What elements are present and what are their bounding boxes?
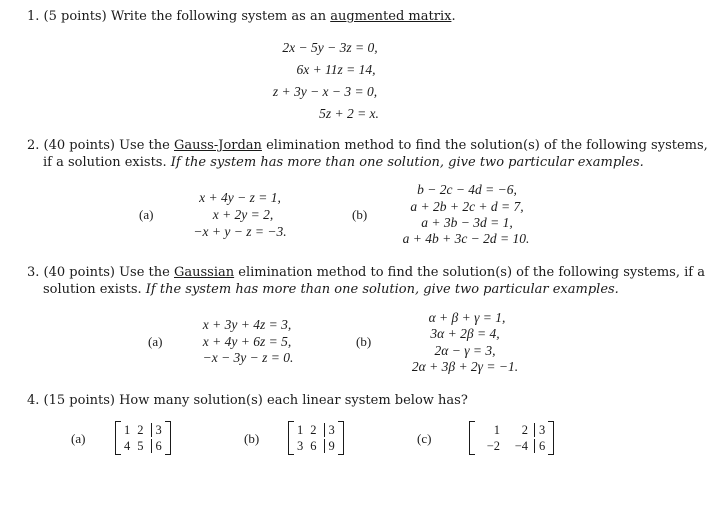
gaussian-link[interactable]: Gaussian	[173, 265, 235, 280]
gauss-jordan-link[interactable]: Gauss-Jordan	[173, 138, 262, 153]
p2b-equation: a + 3b − 3d = 1,	[421, 215, 513, 230]
p3-part-b-label: (b)	[356, 334, 372, 349]
problem-2-instruction: if a solution exists. If the system has more than one solution, give two particular examples.	[43, 155, 644, 170]
p2b-equation: b − 2c − 4d = −6,	[417, 182, 517, 197]
problem-3-statement: 3. (40 points) Use the Gaussian elimination method to find the solution(s) of the following systems, if a	[27, 265, 705, 280]
augmented-matrix-c: 1 2 3 −2 −4 6	[469, 421, 554, 455]
p4-matrix-a-label: (a)	[71, 431, 86, 446]
problem-text: Write the following system as an	[110, 9, 327, 24]
p3-part-a-label: (a)	[148, 334, 163, 349]
p2b-equation: a + 4b + 3c − 2d = 10.	[402, 231, 530, 246]
p3b-equation: 2α + 3β + 2γ = −1.	[411, 359, 519, 374]
p3a-equation: x + 4y + 6z = 5,	[202, 334, 292, 349]
problem-3-instruction: solution exists. If the system has more than one solution, give two particular examples.	[43, 282, 619, 297]
problem-points: (5 points)	[43, 9, 107, 24]
p1-equation: 2x − 5y − 3z = 0,	[282, 40, 378, 55]
augmented-matrix-b: 1 2 3 3 6 9	[288, 421, 344, 455]
p3b-equation: 3α + 2β = 4,	[430, 326, 500, 341]
problem-2-statement: 2. (40 points) Use the Gauss-Jordan elimination method to find the solution(s) of the following systems,	[27, 138, 708, 153]
p2a-equation: x + 2y = 2,	[212, 207, 274, 222]
p2a-equation: x + 4y − z = 1,	[199, 190, 281, 205]
p2b-equation: a + 2b + 2c + d = 7,	[410, 199, 524, 214]
p3b-equation: α + β + γ = 1,	[428, 310, 506, 325]
p2-part-b-label: (b)	[352, 207, 368, 222]
problem-1-statement: 1. (5 points) Write the following system as an augmented matrix.	[27, 9, 456, 24]
p2-part-a-label: (a)	[139, 207, 154, 222]
p3a-equation: x + 3y + 4z = 3,	[202, 317, 292, 332]
p3a-equation: −x − 3y − z = 0.	[202, 350, 294, 365]
augmented-matrix-a: 1 2 3 4 5 6	[115, 421, 171, 455]
augmented-matrix-link[interactable]: augmented matrix	[330, 9, 452, 24]
p4-matrix-b-label: (b)	[244, 431, 260, 446]
p2a-equation: −x + y − z = −3.	[193, 224, 287, 239]
problem-number: 1.	[27, 9, 40, 24]
p1-equation: z + 3y − x − 3 = 0,	[272, 84, 378, 99]
problem-4-statement: 4. (15 points) How many solution(s) each linear system below has?	[27, 393, 468, 408]
p3b-equation: 2α − γ = 3,	[434, 343, 496, 358]
p1-equation: 5z + 2 = x.	[319, 106, 379, 121]
p1-equation: 6x + 11z = 14,	[296, 62, 376, 77]
p4-matrix-c-label: (c)	[417, 431, 432, 446]
